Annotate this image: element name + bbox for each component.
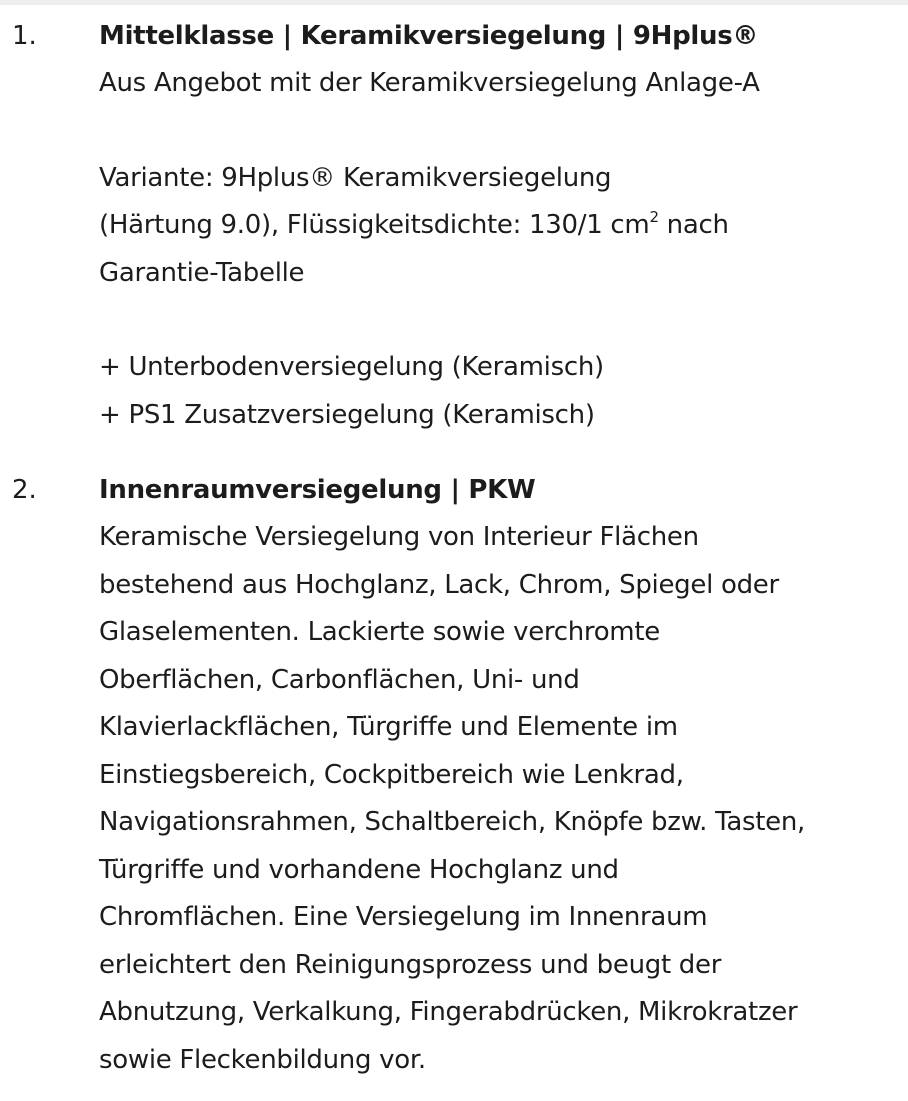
variant-line: Garantie-Tabelle: [99, 257, 305, 288]
spacer: [99, 297, 899, 344]
list-item-content: [99, 12, 899, 439]
body-line: Keramische Versiegelung von Interieur Flächen: [99, 522, 699, 552]
body-line: Türgriffe und vorhandene Hochglanz und: [99, 854, 619, 885]
top-divider: [0, 0, 908, 5]
superscript: 2: [649, 208, 659, 226]
extra-line: + PS1 Zusatzversiegelung (Keramisch): [99, 399, 595, 430]
item-intro: Aus Angebot mit der Keramikversiegelung Anlage-A: [99, 68, 760, 98]
body-line: Einstiegsbereich, Cockpitbereich wie Lenkrad,: [99, 759, 684, 790]
list-item-number: 2.: [12, 475, 37, 505]
body-line: Navigationsrahmen, Schaltbereich, Knöpfe bzw. Tasten,: [99, 807, 805, 837]
variant-line: [99, 202, 899, 250]
body-line: Klavierlackflächen, Türgriffe und Elemente im: [99, 712, 678, 742]
body-line: erleichtert den Reinigungsprozess und beugt der: [99, 949, 722, 980]
body-line: sowie Fleckenbildung vor.: [99, 1044, 426, 1075]
variant-text: nach: [658, 210, 729, 240]
spacer: [99, 108, 899, 155]
body-line: Chromflächen. Eine Versiegelung im Innenraum: [99, 902, 708, 932]
variant-line: Variante: 9Hplus® Keramikversiegelung: [99, 162, 612, 193]
body-line: Oberflächen, Carbonflächen, Uni- und: [99, 664, 580, 695]
extra-line: + Unterbodenversiegelung (Keramisch): [99, 352, 604, 382]
list-item-number: 1.: [12, 21, 37, 51]
item-title: Mittelklasse | Keramikversiegelung | 9Hplus®: [99, 21, 759, 51]
body-line: bestehend aus Hochglanz, Lack, Chrom, Spiegel oder: [99, 569, 779, 600]
body-line: Glaselementen. Lackierte sowie verchromte: [99, 617, 660, 647]
item-title: Innenraumversiegelung | PKW: [99, 475, 536, 505]
list-item-content: [99, 466, 899, 1084]
variant-text: (Härtung 9.0), Flüssigkeitsdichte: 130/1 cm: [99, 210, 650, 240]
body-line: Abnutzung, Verkalkung, Fingerabdrücken, Mikrokratzer: [99, 997, 798, 1027]
